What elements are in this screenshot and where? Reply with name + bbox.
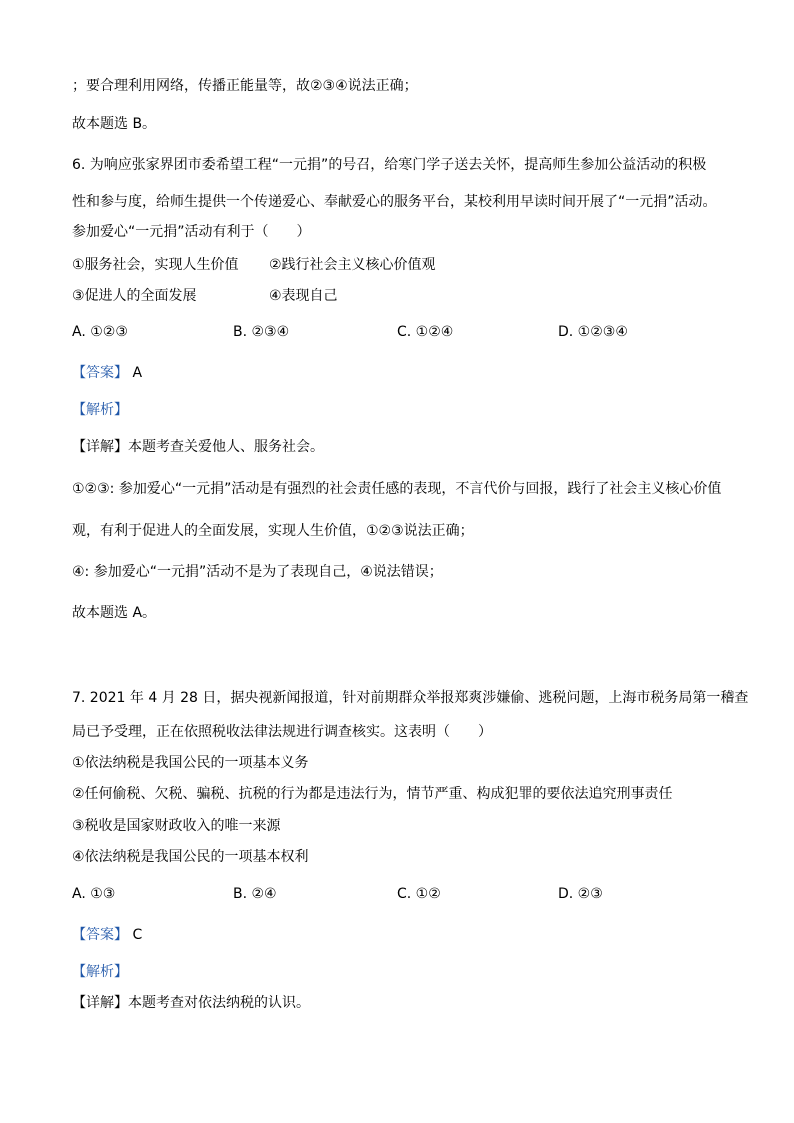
q6-statement-1: ①服务社会，实现人生价值: [72, 257, 239, 273]
q6-explain-line-3: ④: 参加爱心“一元捐”活动不是为了表现自己，④说法错误；: [72, 564, 443, 580]
q6-statement-4: ④表现自己: [269, 288, 338, 304]
detail-text: 本题考查对依法纳税的认识。: [128, 995, 310, 1011]
q6-statement-3: ③促进人的全面发展: [72, 288, 197, 304]
q6-statements-row-2: [72, 286, 722, 306]
q7-detail: [72, 993, 310, 1013]
q7-statement-1: ①依法纳税是我国公民的一项基本义务: [72, 755, 309, 771]
q6-option-c: C. ①②④: [397, 324, 454, 340]
q7-stem-line-2: 局已予受理，正在依照税收法律法规进行调查核实。这表明（ ）: [72, 724, 492, 740]
analysis-tag: 【解析】: [72, 402, 128, 418]
q6-stem-line-3: 参加爱心“一元捐”活动有利于（ ）: [72, 224, 311, 240]
q6-option-a: A. ①②③: [72, 324, 128, 340]
q6-analysis: [72, 400, 128, 420]
analysis-tag: 【解析】: [72, 964, 128, 980]
q6-stem-line-2: 性和参与度，给师生提供一个传递爱心、奉献爱心的服务平台，某校利用早读时间开展了“一元捐”活动。: [72, 194, 717, 210]
q7-stem-line-1: 7. 2021 年 4 月 28 日，据央视新闻报道，针对前期群众举报郑爽涉嫌偷、逃税问题，上海市税务局第一稽查: [72, 690, 749, 706]
q6-stem-line-1: 6. 为响应张家界团市委希望工程“一元捐”的号召，给寒门学子送去关怀，提高师生参加公益活动的积极: [72, 157, 707, 173]
q7-option-c: C. ①②: [397, 886, 441, 902]
q5-conclusion: 故本题选 B。: [72, 116, 157, 132]
q7-analysis: [72, 962, 128, 982]
q7-answer: [72, 925, 142, 945]
q7-statement-3: ③税收是国家财政收入的唯一来源: [72, 818, 281, 834]
q7-option-b: B. ②④: [233, 886, 277, 902]
detail-tag: 【详解】: [72, 995, 128, 1011]
q7-option-a: A. ①③: [72, 886, 116, 902]
answer-tag: 【答案】: [72, 365, 128, 381]
q6-answer: [72, 363, 142, 383]
q6-statement-2: ②践行社会主义核心价值观: [269, 257, 436, 273]
q6-conclusion: 故本题选 A。: [72, 605, 157, 621]
q7-statement-4: ④依法纳税是我国公民的一项基本权利: [72, 849, 309, 865]
q6-option-d: D. ①②③④: [558, 324, 628, 340]
q5-tail-line: ；要合理利用网络，传播正能量等，故②③④说法正确；: [72, 78, 418, 94]
q6-explain-line-1: ①②③: 参加爱心“一元捐”活动是有强烈的社会责任感的表现，不言代价与回报，践行了社会主义核心价值: [72, 481, 722, 497]
q6-explain-line-2: 观，有利于促进人的全面发展，实现人生价值，①②③说法正确；: [72, 523, 474, 539]
q6-options-row: [72, 322, 722, 342]
q6-statements-row-1: [72, 255, 722, 275]
answer-tag: 【答案】: [72, 927, 128, 943]
detail-text: 本题考查关爱他人、服务社会。: [128, 439, 324, 455]
answer-value: A: [132, 365, 143, 381]
q7-options-row: [72, 884, 722, 904]
answer-value: C: [132, 927, 143, 943]
q6-detail: [72, 437, 324, 457]
q7-statement-2: ②任何偷税、欠税、骗税、抗税的行为都是违法行为，情节严重、构成犯罪的要依法追究刑事责任: [72, 786, 673, 802]
q7-option-d: D. ②③: [558, 886, 603, 902]
detail-tag: 【详解】: [72, 439, 128, 455]
q6-option-b: B. ②③④: [233, 324, 290, 340]
